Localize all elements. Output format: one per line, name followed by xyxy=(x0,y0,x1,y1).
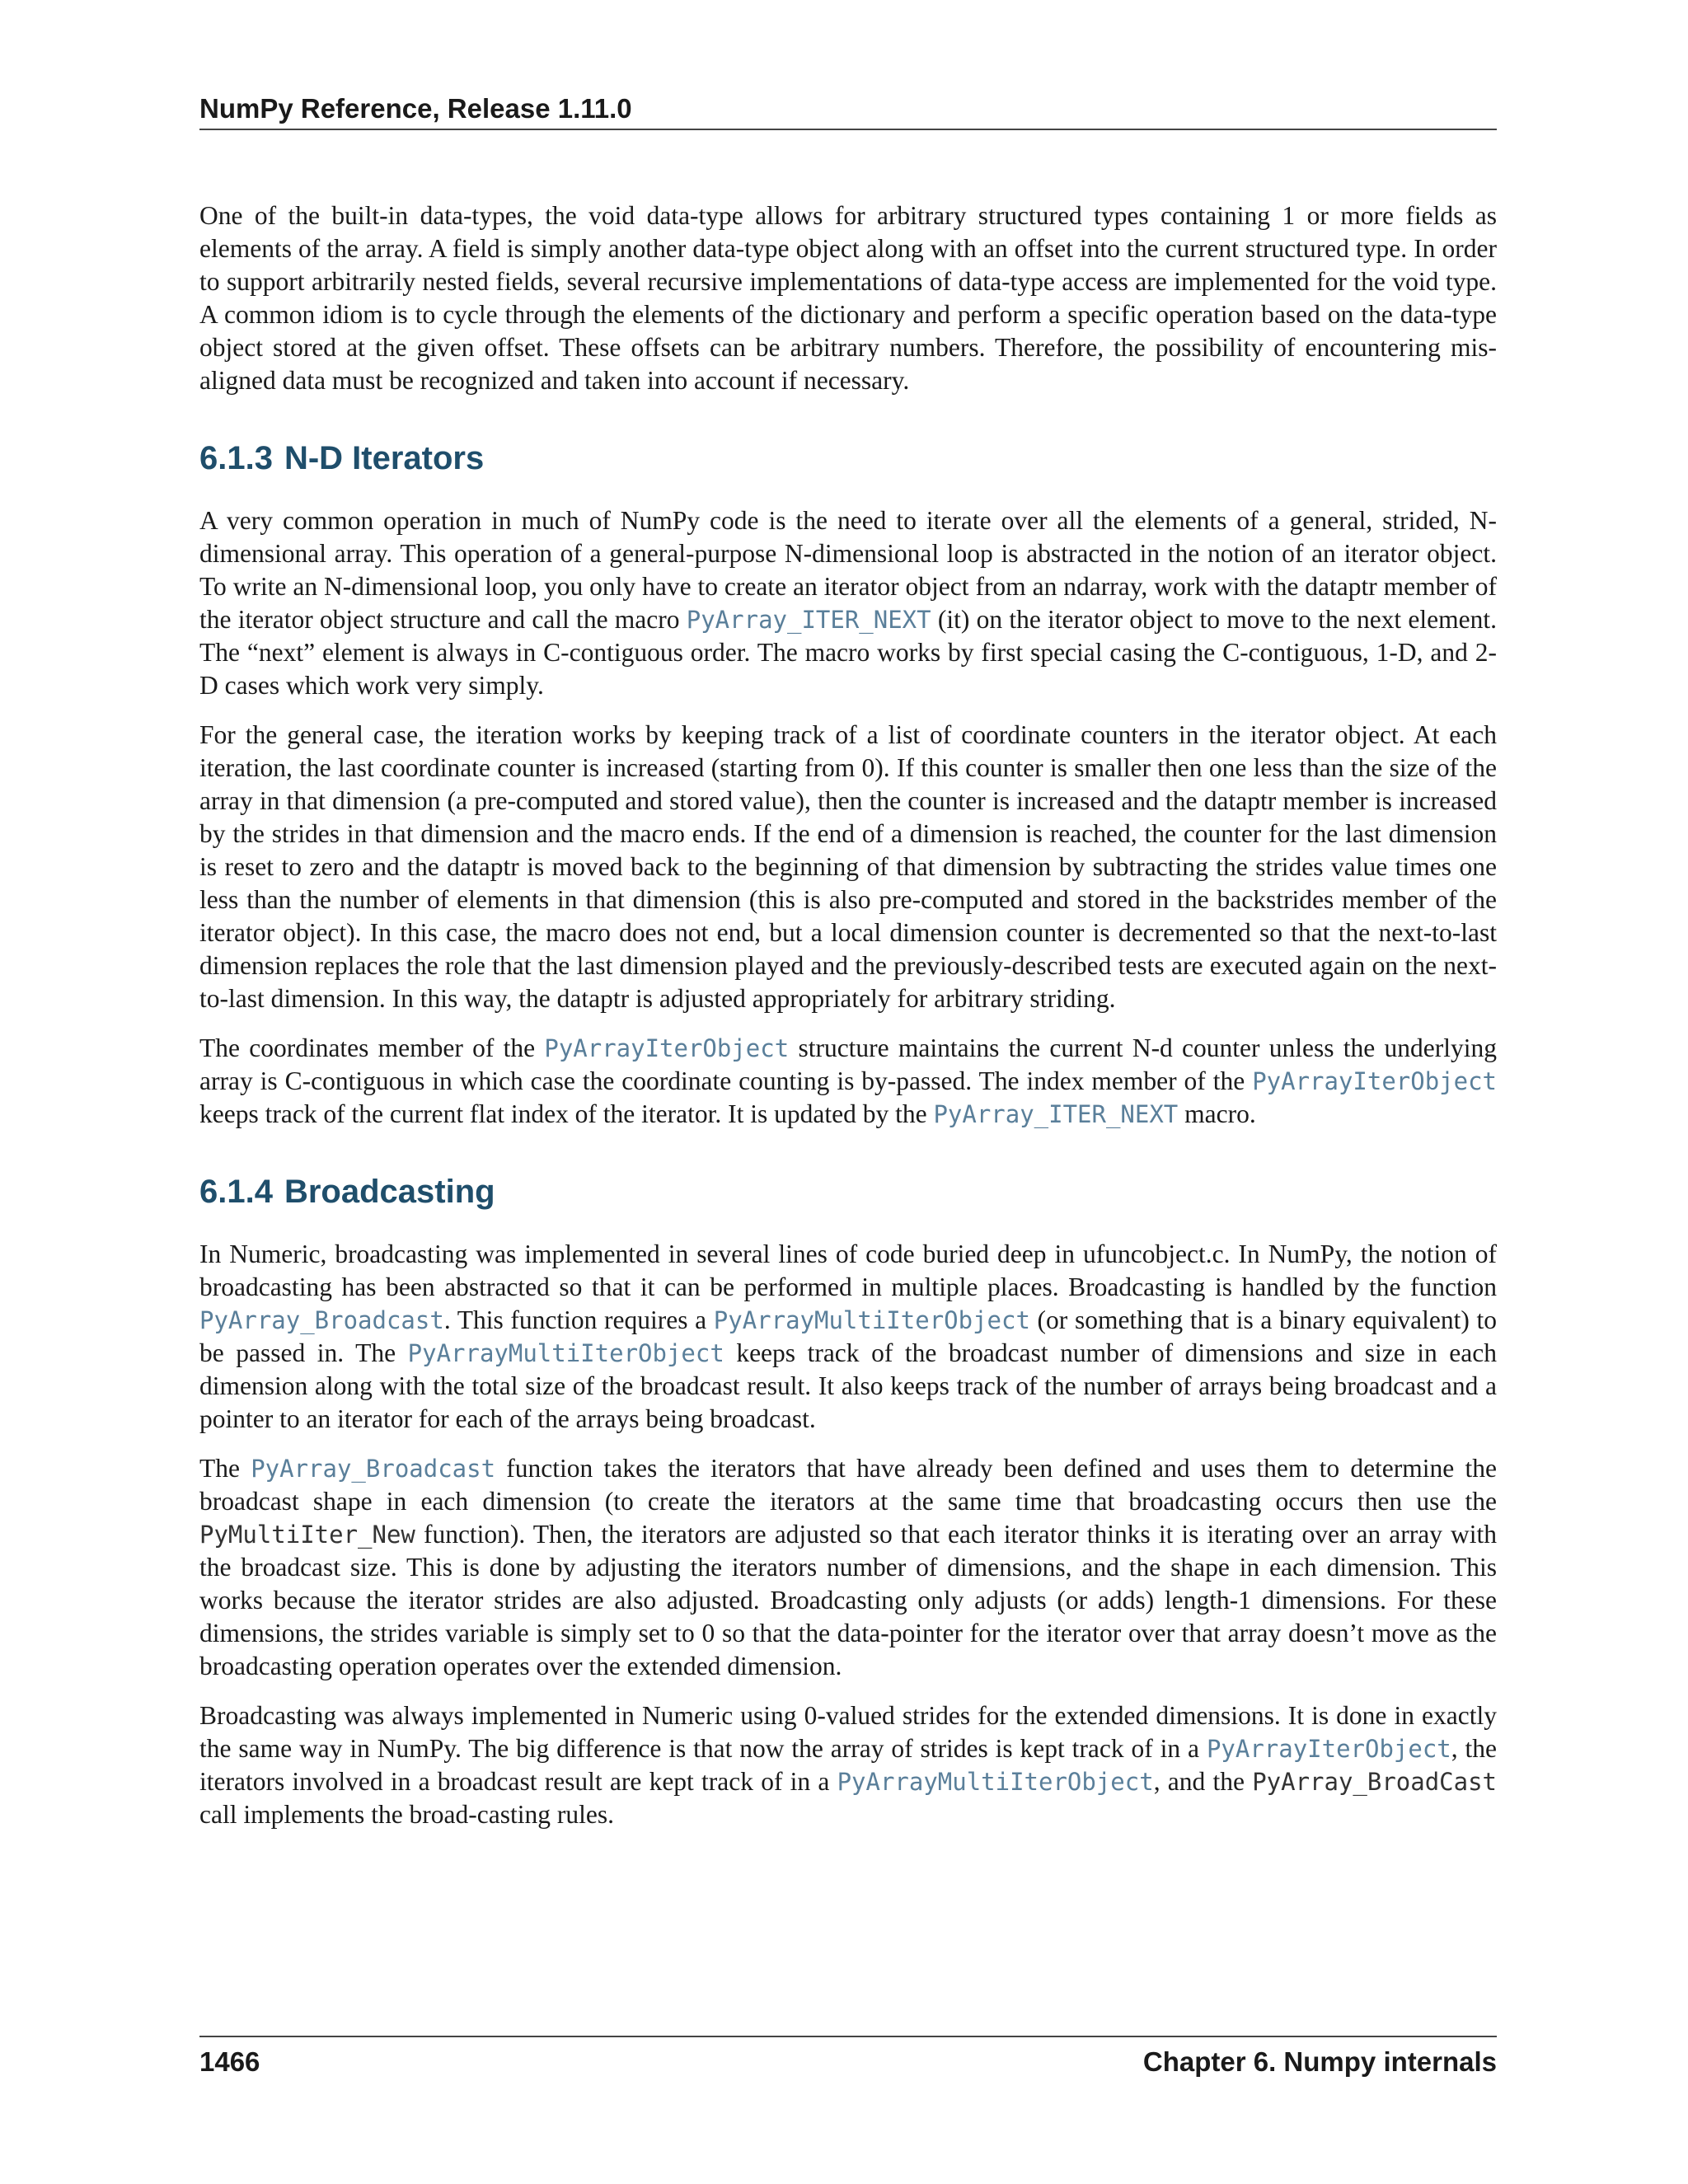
code-reference-link[interactable]: PyArrayMultiIterObject xyxy=(713,1306,1030,1334)
section-number: 6.1.4 xyxy=(199,1174,273,1210)
code-literal: PyArray_BroadCast xyxy=(1252,1768,1497,1796)
code-reference-link[interactable]: PyArrayMultiIterObject xyxy=(407,1339,724,1367)
section-title: N-D Iterators xyxy=(284,440,485,476)
intro-paragraph: One of the built-in data-types, the void data-type allows for arbitrary structured types containing 1 or more fields as elements of the array. A field is simply another data-type object along with an offset into the current structured type. In order to support arbitrarily nested fields, several recursive implementations of data-type access are implemented for the void type. A common idiom is to cycle through the elements of the dictionary and perform a specific operation based on the data-type object stored at the given offset. These offsets can be arbitrary numbers. Therefore, the possibility of encountering mis- aligned data must be recognized and taken into account if necessary. xyxy=(199,201,1497,395)
section-heading-nd-iterators xyxy=(199,438,1497,478)
section-title: Broadcasting xyxy=(284,1174,495,1210)
code-reference-link[interactable]: PyArrayMultiIterObject xyxy=(837,1768,1154,1796)
page-number: 1466 xyxy=(199,2046,260,2077)
paragraph: Broadcasting was always implemented in Numeric using 0-valued strides for the extended dimensions. It is done in exactly the same way in NumPy. The big difference is that now the array of strides is kept track of in a PyArrayIterObject, the iterators involved in a broadcast result are kept track of in a PyArrayMultiIterObject, and the PyArray_BroadCast call implements the broad-casting rules. xyxy=(199,1701,1498,1829)
running-title: NumPy Reference, Release 1.11.0 xyxy=(199,93,632,124)
section-heading-broadcasting xyxy=(199,1172,1497,1212)
code-reference-link[interactable]: PyArray_ITER_NEXT xyxy=(686,606,931,634)
code-reference-link[interactable]: PyArray_ITER_NEXT xyxy=(933,1100,1179,1128)
section-number: 6.1.3 xyxy=(199,440,273,476)
code-reference-link[interactable]: PyArray_Broadcast xyxy=(251,1455,496,1483)
code-reference-link[interactable]: PyArrayIterObject xyxy=(1252,1067,1497,1095)
chapter-title: Chapter 6. Numpy internals xyxy=(1142,2046,1497,2077)
page-header xyxy=(199,92,1497,130)
paragraph: The PyArray_Broadcast function takes the iterators that have already been defined and uses them to determine the broadcast shape in each dimension (to create the iterators at the same time that broadcasting occurs then use the PyMultiIter_New function). Then, the iterators are adjusted so that each iterator thinks it is iterating over an array with the broadcast size. This is done by adjusting the iterators number of dimensions, and the shape in each dimension. This works because the iterator strides are also adjusted. Broadcasting only adjusts (or adds) length-1 dimensions. For these dimensions, the strides variable is simply set to 0 so that the data-pointer for the iterator over that array doesn’t move as the broadcasting operation operates over the extended dimension. xyxy=(199,1454,1497,1680)
paragraph: The coordinates member of the PyArrayIterObject structure maintains the current N-d counter unless the underlying array is C-contiguous in which case the coordinate counting is by-passed. The index member of the PyArrayIterObject keeps track of the current flat index of the iterator. It is updated by the PyArray_ITER_NEXT macro. xyxy=(199,1033,1497,1128)
paragraph: A very common operation in much of NumPy code is the need to iterate over all the elements of a general, strided, N-dimensional array. This operation of a general-purpose N-dimensional loop is abstracted in the notion of an iterator object. To write an N-dimensional loop, you only have to create an iterator object from an ndarray, work with the dataptr member of the iterator object structure and call the macro PyArray_ITER_NEXT (it) on the iterator object to move to the next element. The “next” element is always in C-contiguous order. The macro works by first special casing the C-contiguous, 1-D, and 2-D cases which work very simply. xyxy=(199,506,1498,700)
code-reference-link[interactable]: PyArray_Broadcast xyxy=(199,1306,444,1334)
page-footer xyxy=(199,2036,1497,2079)
code-literal: PyMultiIter_New xyxy=(199,1521,415,1549)
paragraph: For the general case, the iteration works by keeping track of a list of coordinate counters in the iterator object. At each iteration, the last coordinate counter is increased (starting from 0). If this counter is smaller then one less than the size of the array in that dimension (a pre-computed and stored value), then the counter is increased and the dataptr member is increased by the strides in that dimension and the macro ends. If the end of a dimension is reached, the counter for the last dimension is reset to zero and the dataptr is moved back to the beginning of that dimension by subtracting the strides value times one less than the number of elements in that dimension (this is also pre-computed and stored in the backstrides member of the iterator object). In this case, the macro does not end, but a local dimension counter is decremented so that the next-to-last dimension replaces the role that the last dimension played and the previously-described tests are executed again on the next-to-last dimension. In this way, the dataptr is adjusted appropriately for arbitrary striding. xyxy=(199,720,1497,1013)
paragraph: In Numeric, broadcasting was implemented in several lines of code buried deep in ufuncobject.c. In NumPy, the notion of broadcasting has been abstracted so that it can be performed in multiple places. Broadcasting is handled by the function PyArray_Broadcast. This function requires a PyArrayMultiIterObject (or something that is a binary equivalent) to be passed in. The PyArrayMultiIterObject keeps track of the broadcast number of dimensions and size in each dimension along with the total size of the broadcast result. It also keeps track of the number of arrays being broadcast and a pointer to an iterator for each of the arrays being broadcast. xyxy=(199,1240,1497,1433)
page-content xyxy=(199,199,1497,1848)
code-reference-link[interactable]: PyArrayIterObject xyxy=(1206,1735,1451,1763)
code-reference-link[interactable]: PyArrayIterObject xyxy=(544,1034,790,1062)
